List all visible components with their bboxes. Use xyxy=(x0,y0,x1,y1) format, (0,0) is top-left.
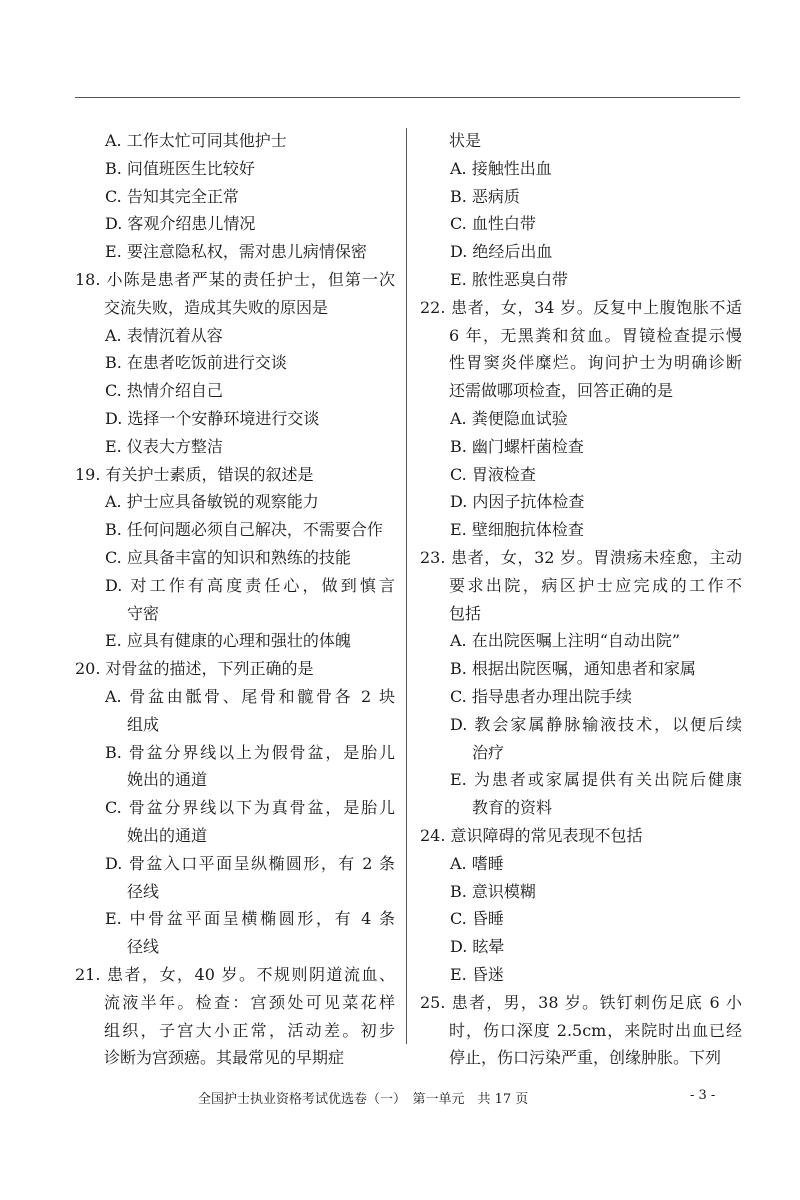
answer-option: C. 指导患者办理出院手续 xyxy=(450,686,632,706)
question-stem: 21. 患者，女，40 岁。不规则阴道流血、 xyxy=(75,964,395,984)
answer-option-continuation: 娩出的通道 xyxy=(127,770,208,790)
question-stem-continuation: 6 年，无黑粪和贫血。胃镜检查提示慢 xyxy=(449,325,742,345)
answer-option: E. 昏迷 xyxy=(450,964,504,984)
question-stem-continuation: 还需做哪项检查，回答正确的是 xyxy=(449,381,674,401)
answer-option: D. 绝经后出血 xyxy=(450,242,553,262)
answer-option: E. 应具有健康的心理和强壮的体魄 xyxy=(105,631,351,651)
question-stem-continuation: 交流失败，造成其失败的原因是 xyxy=(104,297,329,317)
answer-option: B. 幽门螺杆菌检查 xyxy=(450,436,584,456)
answer-option: E. 脓性恶臭白带 xyxy=(450,269,568,289)
answer-option: D. 客观介绍患儿情况 xyxy=(105,214,256,234)
answer-option-continuation: 娩出的通道 xyxy=(127,825,208,845)
answer-option: D. 教会家属静脉输液技术，以便后续 xyxy=(450,714,742,734)
answer-option: C. 胃液检查 xyxy=(450,464,536,484)
answer-option: B. 意识模糊 xyxy=(450,881,536,901)
answer-option: E. 壁细胞抗体检查 xyxy=(450,520,584,540)
answer-option-continuation: 径线 xyxy=(127,937,160,957)
question-stem-continuation: 包括 xyxy=(449,603,482,623)
answer-option: B. 恶病质 xyxy=(450,186,520,206)
answer-option: C. 告知其完全正常 xyxy=(105,186,239,206)
answer-option: A. 接触性出血 xyxy=(450,158,552,178)
answer-option: C. 热情介绍自己 xyxy=(105,381,223,401)
question-stem: 24. 意识障碍的常见表现不包括 xyxy=(420,825,643,845)
answer-option: B. 问值班医生比较好 xyxy=(105,158,255,178)
question-stem: 23. 患者，女，32 岁。胃溃疡未痊愈，主动 xyxy=(420,547,742,567)
header-rule xyxy=(75,97,740,98)
answer-option: A. 骨盆由骶骨、尾骨和髋骨各 2 块 xyxy=(105,686,395,706)
answer-option-continuation: 组成 xyxy=(127,714,160,734)
question-stem: 19. 有关护士素质，错误的叙述是 xyxy=(75,464,314,484)
question-stem-continuation: 停止，伤口污染严重，创缘肿胀。下列 xyxy=(449,1048,722,1068)
question-stem-continuation: 状是 xyxy=(449,131,482,150)
answer-option: A. 粪便隐血试验 xyxy=(450,408,568,428)
left-column xyxy=(75,127,395,1072)
answer-option: E. 仪表大方整洁 xyxy=(105,436,223,456)
answer-option: D. 对工作有高度责任心，做到慎言 xyxy=(105,575,395,595)
answer-option: A. 表情沉着从容 xyxy=(105,325,223,345)
question-stem-continuation: 流液半年。检查：宫颈处可见菜花样 xyxy=(104,992,395,1012)
answer-option: E. 要注意隐私权，需对患儿病情保密 xyxy=(105,242,367,262)
page-number: - 3 - xyxy=(690,1088,716,1103)
column-divider xyxy=(406,128,407,1044)
question-stem-continuation: 时，伤口深度 2.5cm，来院时出血已经 xyxy=(449,1020,742,1040)
answer-option: B. 骨盆分界线以上为假骨盆，是胎儿 xyxy=(105,742,395,762)
answer-option: D. 选择一个安静环境进行交谈 xyxy=(105,408,320,428)
question-stem-continuation: 要求出院，病区护士应完成的工作不 xyxy=(449,575,742,595)
answer-option: B. 根据出院医嘱，通知患者和家属 xyxy=(450,659,696,679)
answer-option: A. 工作太忙可同其他护士 xyxy=(105,131,287,150)
answer-option: C. 骨盆分界线以下为真骨盆，是胎儿 xyxy=(105,798,395,818)
answer-option-continuation: 治疗 xyxy=(472,742,505,762)
answer-option: D. 骨盆入口平面呈纵椭圆形，有 2 条 xyxy=(105,853,395,873)
answer-option: D. 眩晕 xyxy=(450,937,505,957)
question-stem: 18. 小陈是患者严某的责任护士，但第一次 xyxy=(75,269,395,289)
answer-option: E. 为患者或家属提供有关出院后健康 xyxy=(450,770,742,790)
answer-option-continuation: 守密 xyxy=(127,603,160,623)
answer-option: E. 中骨盆平面呈横椭圆形，有 4 条 xyxy=(105,909,395,929)
right-column xyxy=(420,127,742,1072)
answer-option: A. 护士应具备敏锐的观察能力 xyxy=(105,492,319,512)
answer-option: C. 应具备丰富的知识和熟练的技能 xyxy=(105,547,351,567)
question-stem-continuation: 组织，子宫大小正常，活动差。初步 xyxy=(104,1020,395,1040)
question-stem-continuation: 性胃窦炎伴糜烂。询问护士为明确诊断 xyxy=(449,353,742,373)
answer-option: C. 血性白带 xyxy=(450,214,536,234)
question-stem: 22. 患者，女，34 岁。反复中上腹饱胀不适 xyxy=(420,297,742,317)
footer-title: 全国护士执业资格考试优选卷（一） 第一单元 共 17 页 xyxy=(198,1092,529,1107)
answer-option: D. 内因子抗体检查 xyxy=(450,492,585,512)
question-stem: 20. 对骨盆的描述，下列正确的是 xyxy=(75,659,314,679)
answer-option: C. 昏睡 xyxy=(450,909,504,929)
answer-option: B. 任何问题必须自己解决，不需要合作 xyxy=(105,520,383,540)
answer-option: A. 嗜睡 xyxy=(450,853,504,873)
answer-option-continuation: 教育的资料 xyxy=(472,798,553,818)
answer-option: B. 在患者吃饭前进行交谈 xyxy=(105,353,287,373)
answer-option-continuation: 径线 xyxy=(127,881,160,901)
question-stem: 25. 患者，男，38 岁。铁钉刺伤足底 6 小 xyxy=(420,992,742,1012)
answer-option: A. 在出院医嘱上注明“自动出院” xyxy=(450,631,681,651)
question-stem-continuation: 诊断为宫颈癌。其最常见的早期症 xyxy=(104,1048,345,1068)
